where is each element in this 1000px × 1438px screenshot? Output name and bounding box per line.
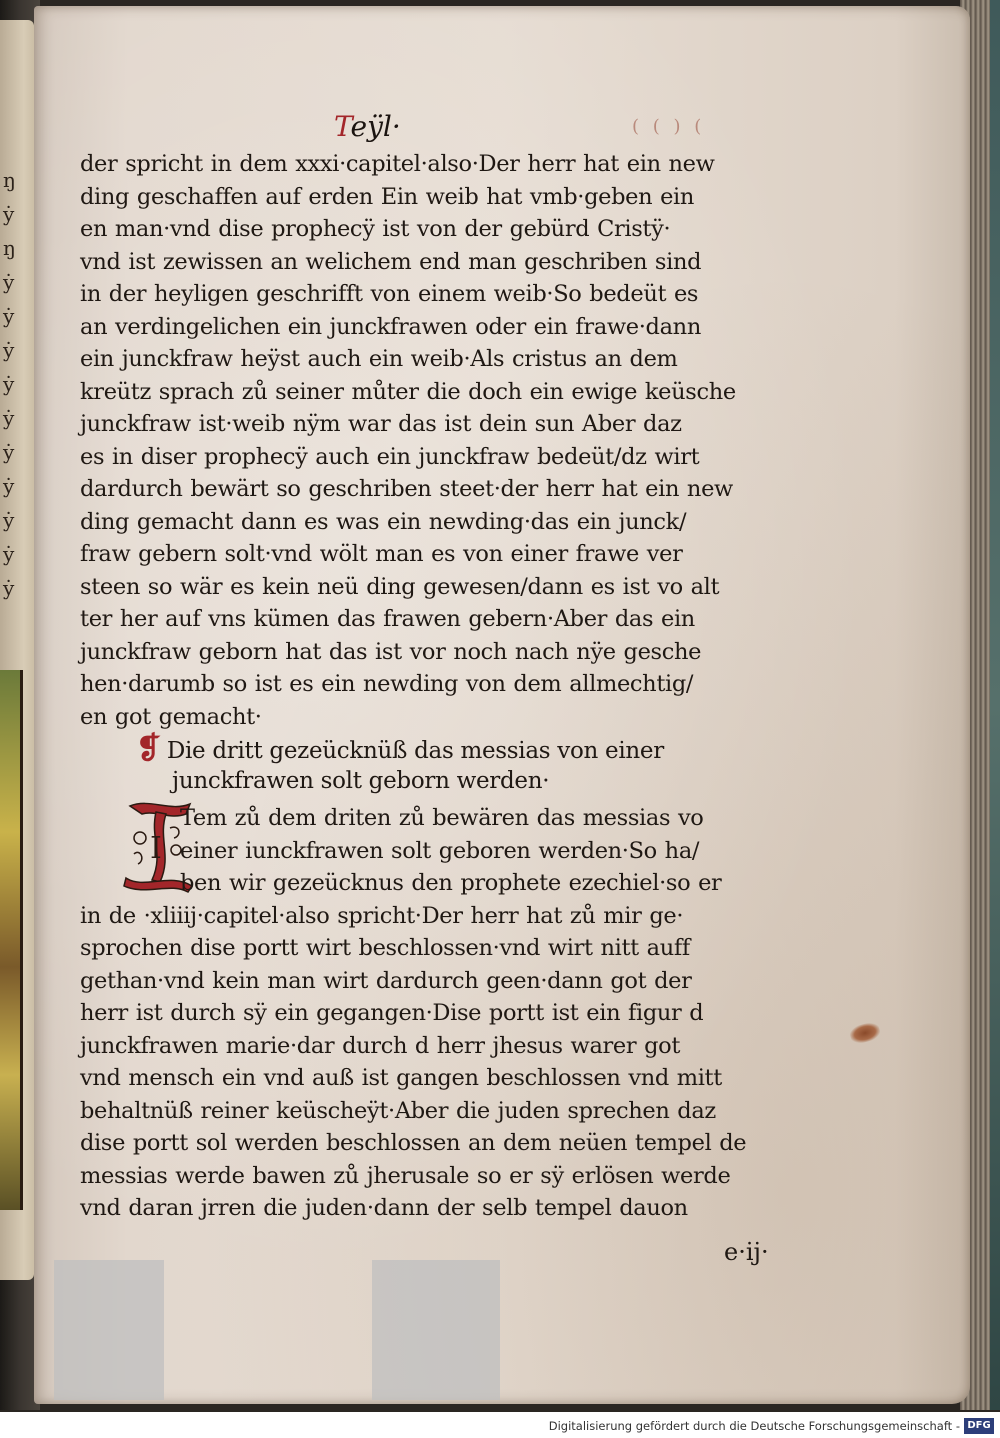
paragraph-1-line: steen so wär es kein neü ding gewesen/dann es ist vo alt xyxy=(80,573,720,600)
paragraph-1 xyxy=(80,148,800,733)
paragraph-2-line: gethan·vnd kein man wirt dardurch geen·dann got der xyxy=(80,967,692,994)
cover-edge-right xyxy=(990,0,1000,1410)
running-head xyxy=(334,110,401,143)
paragraph-1-line: an verdingelichen ein junckfrawen oder ein frawe·dann xyxy=(80,313,701,340)
paragraph-2-line: messias werde bawen zů jherusale so er sÿ erlösen werde xyxy=(80,1162,731,1189)
color-patch-2 xyxy=(372,1260,500,1400)
facing-page-glyph: ŋ xyxy=(3,236,16,260)
running-head-rest: eÿl· xyxy=(350,110,401,143)
paragraph-2-line: junckfrawen marie·dar durch d herr jhesus warer got xyxy=(80,1032,681,1059)
footer-bar xyxy=(0,1412,1000,1438)
paragraph-2-line: sprochen dise portt wirt beschlossen·vnd wirt nitt auff xyxy=(80,935,690,961)
book-page xyxy=(34,6,970,1404)
facing-page-glyph: ẏ xyxy=(3,440,15,464)
color-patch-1 xyxy=(54,1260,164,1400)
paragraph-1-line: en got gemacht· xyxy=(80,703,262,730)
paragraph-2-line: vnd mensch ein vnd auß ist gangen beschlossen vnd mitt xyxy=(80,1065,722,1091)
facing-page-illumination xyxy=(0,670,23,1210)
paragraph-1-line: vnd ist zewissen an welichem end man geschriben sind xyxy=(80,248,702,275)
paragraph-1-line: ein junckfraw heÿst auch ein weib·Als cristus an dem xyxy=(80,346,678,372)
paragraph-2-line: behaltnüß reiner keüscheÿt·Aber die juden sprechen daz xyxy=(80,1097,716,1124)
facing-page-glyph: ẏ xyxy=(3,202,15,226)
facing-page-glyph: ẏ xyxy=(3,304,15,328)
paragraph-1-line: ter her auf vns kümen das frawen gebern·Aber das ein xyxy=(80,606,695,632)
facing-page-glyph: ŋ xyxy=(3,168,16,192)
paragraph-1-line: es in diser prophecÿ auch ein junckfraw bedeüt/dz wirt xyxy=(80,443,700,470)
initial-letter: I xyxy=(150,831,162,866)
footer-text: Digitalisierung gefördert durch die Deutsche Forschungsgemeinschaft - xyxy=(548,1419,960,1433)
facing-page-glyph: ẏ xyxy=(3,542,15,566)
paragraph-1-line: en man·vnd dise prophecÿ ist von der gebürd Cristÿ· xyxy=(80,216,671,242)
running-head-initial: T xyxy=(334,110,351,143)
facing-page-glyph: ẏ xyxy=(3,474,15,498)
paragraph-1-line: in der heyligen geschrifft von einem weib·So bedeüt es xyxy=(80,281,699,307)
facing-page-glyph: ẏ xyxy=(3,270,15,294)
paragraph-2-line: in de ·xliiij·capitel·also spricht·Der herr hat zů mir ge· xyxy=(80,902,684,929)
paragraph-1-line: der spricht in dem xxxi·capitel·also·Der herr hat ein new xyxy=(80,151,715,177)
ink-stain xyxy=(848,1020,882,1045)
dfg-logo-icon: DFG xyxy=(964,1418,994,1434)
top-marks: ( ( ) ( xyxy=(632,116,706,137)
facing-page-glyph: ẏ xyxy=(3,372,15,396)
facing-page-glyph: ẏ xyxy=(3,406,15,430)
paragraph-2-line: Tem zů dem driten zů bewären das messias vo xyxy=(180,805,704,831)
paragraph-1-line: hen·darumb so ist es ein newding von dem allmechtig/ xyxy=(80,671,694,697)
signature-mark: e·ij· xyxy=(724,1238,769,1266)
facing-page-glyph: ẏ xyxy=(3,338,15,362)
heading-line-1: Die dritt gezeücknüß das messias von einer xyxy=(166,738,664,764)
paragraph-2 xyxy=(80,802,810,1225)
heading-line-2: junckfrawen solt geborn werden· xyxy=(172,767,550,794)
paragraph-2-line: herr ist durch sÿ ein gegangen·Dise portt ist ein figur d xyxy=(80,1000,704,1026)
paragraph-1-line: junckfraw ist·weib nÿm war das ist dein sun Aber daz xyxy=(80,411,682,437)
paragraph-2-line: dise portt sol werden beschlossen an dem neüen tempel de xyxy=(80,1130,747,1156)
facing-page-glyph: ẏ xyxy=(3,508,15,532)
paragraph-1-line: ding geschaffen auf erden Ein weib hat vmb·geben ein xyxy=(80,183,695,210)
paragraph-1-line: ding gemacht dann es was ein newding·das ein junck/ xyxy=(80,508,687,535)
paragraph-1-line: dardurch bewärt so geschriben steet·der herr hat ein new xyxy=(80,476,733,502)
paragraph-1-line: junckfraw geborn hat das ist vor noch nach nÿe gesche xyxy=(80,638,702,665)
paragraph-2-line: vnd daran jrren die juden·dann der selb tempel dauon xyxy=(80,1195,688,1221)
chapter-heading xyxy=(136,732,816,797)
paragraph-1-line: kreütz sprach zů seiner můter die doch ein ewige keüsche xyxy=(80,378,736,405)
paragraph-1-line: fraw gebern solt·vnd wölt man es von einer frawe ver xyxy=(80,541,683,567)
paragraph-2-line: einer iunckfrawen solt geboren werden·So ha/ xyxy=(180,837,700,864)
paragraph-2-line: ben wir gezeücknus den prophete ezechiel·so er xyxy=(180,870,722,896)
pilcrow-icon: ❡ xyxy=(136,731,161,766)
facing-page-glyph: ẏ xyxy=(3,576,15,600)
